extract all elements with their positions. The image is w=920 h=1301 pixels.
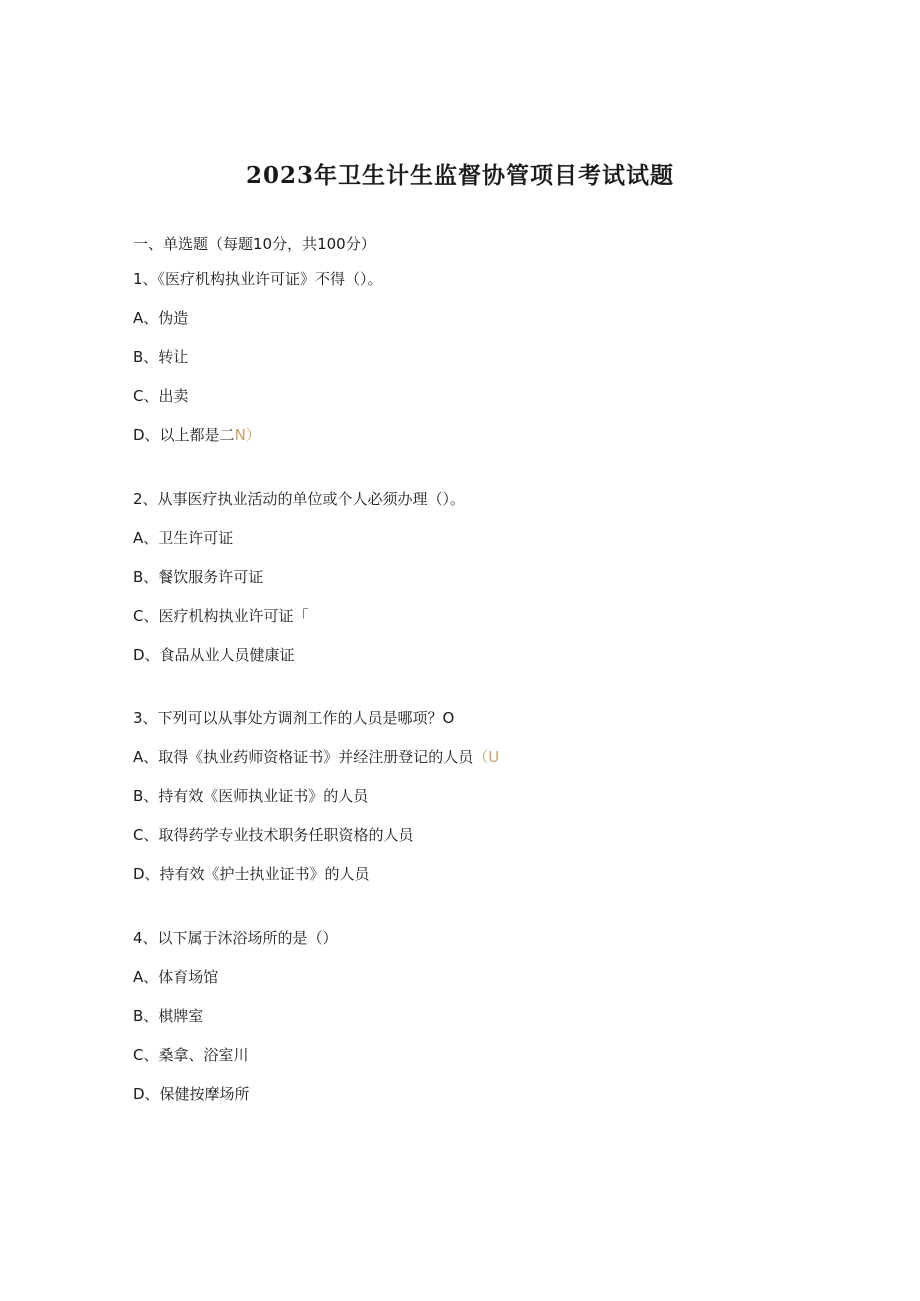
option-text: A、卫生许可证: [133, 529, 234, 547]
option-a: [133, 307, 833, 329]
option-text: C、出卖: [133, 387, 189, 405]
option-b: [133, 785, 833, 807]
question-1: [133, 268, 833, 446]
option-c: [133, 605, 833, 627]
option-c: [133, 385, 833, 407]
option-text: A、伪造: [133, 309, 189, 327]
option-text: B、棋牌室: [133, 1007, 204, 1025]
option-d: [133, 1083, 833, 1105]
question-2: [133, 488, 833, 666]
option-text: B、转让: [133, 348, 189, 366]
option-text: D、持有效《护士执业证书》的人员: [133, 865, 370, 883]
question-stem: 1、《医疗机构执业许可证》不得（）。: [133, 270, 383, 288]
answer-mark: （U: [473, 748, 500, 766]
option-b: [133, 346, 833, 368]
question-3: [133, 707, 833, 885]
section-heading: 一、单选题（每题10分，共100分）: [133, 235, 376, 253]
option-text: A、取得《执业药师资格证书》并经注册登记的人员: [133, 748, 474, 766]
question-stem: 3、下列可以从事处方调剂工作的人员是哪项？O: [133, 709, 455, 727]
option-d: [133, 424, 833, 446]
option-text: B、餐饮服务许可证: [133, 568, 264, 586]
question-stem: 4、以下属于沐浴场所的是（）: [133, 929, 338, 947]
option-b: [133, 566, 833, 588]
option-a: [133, 966, 833, 988]
option-text: D、保健按摩场所: [133, 1085, 250, 1103]
option-a: [133, 527, 833, 549]
option-d: [133, 863, 833, 885]
option-text: C、桑拿、浴室川: [133, 1046, 249, 1064]
option-text: D、食品从业人员健康证: [133, 646, 295, 664]
option-text: A、体育场馆: [133, 968, 219, 986]
option-text: C、医疗机构执业许可证「: [133, 607, 309, 625]
question-stem: 2、从事医疗执业活动的单位或个人必须办理（）。: [133, 490, 466, 508]
option-b: [133, 1005, 833, 1027]
option-a: [133, 746, 833, 768]
option-text: B、持有效《医师执业证书》的人员: [133, 787, 369, 805]
page-title: 2023年卫生计生监督协管项目考试试题: [245, 162, 674, 189]
option-text: C、取得药学专业技术职务任职资格的人员: [133, 826, 414, 844]
option-c: [133, 824, 833, 846]
option-c: [133, 1044, 833, 1066]
option-d: [133, 644, 833, 666]
question-4: [133, 927, 833, 1105]
option-text: D、以上都是二: [133, 426, 235, 444]
answer-mark: N）: [234, 426, 261, 444]
